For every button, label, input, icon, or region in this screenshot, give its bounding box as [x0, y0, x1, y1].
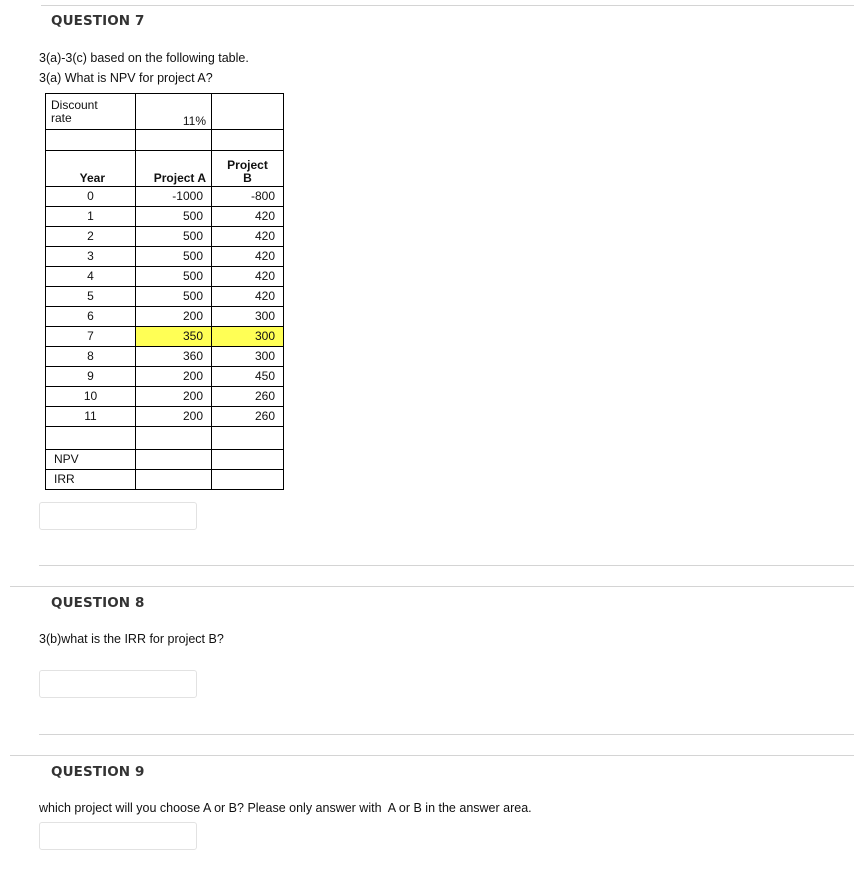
- npv-label: NPV: [46, 450, 136, 470]
- table-row: [46, 227, 284, 247]
- project-b-cell: 300: [212, 347, 284, 367]
- table-cell-empty: [136, 130, 212, 151]
- project-a-cell: 200: [136, 307, 212, 327]
- question-7-bottom-divider: [39, 565, 854, 566]
- project-b-cell: 420: [212, 267, 284, 287]
- table-row-npv: [46, 450, 284, 470]
- project-a-cell: 200: [136, 387, 212, 407]
- discount-rate-value: 11%: [136, 94, 212, 130]
- year-cell: 11: [46, 407, 136, 427]
- project-a-cell: 500: [136, 207, 212, 227]
- project-a-cell: 360: [136, 347, 212, 367]
- table-row: [46, 247, 284, 267]
- project-a-cell: 500: [136, 227, 212, 247]
- year-cell: 6: [46, 307, 136, 327]
- table-header-row: [46, 151, 284, 187]
- cash-flow-table: [45, 93, 284, 490]
- question-9-title: QUESTION 9: [51, 764, 145, 780]
- year-cell: 8: [46, 347, 136, 367]
- table-cell-empty: [46, 130, 136, 151]
- irr-label: IRR: [46, 470, 136, 490]
- project-a-cell: 200: [136, 407, 212, 427]
- project-a-cell: -1000: [136, 187, 212, 207]
- table-row: [46, 207, 284, 227]
- project-b-cell: 260: [212, 387, 284, 407]
- header-project-a: Project A: [136, 151, 212, 187]
- table-cell-empty: [136, 427, 212, 450]
- project-b-cell: -800: [212, 187, 284, 207]
- table-row-discount: [46, 94, 284, 130]
- table-cell-empty: [212, 470, 284, 490]
- project-b-cell: 450: [212, 367, 284, 387]
- table-cell-empty: [212, 94, 284, 130]
- table-row: [46, 287, 284, 307]
- project-b-cell: 420: [212, 287, 284, 307]
- table-row-blank: [46, 427, 284, 450]
- table-row: [46, 267, 284, 287]
- year-cell: 0: [46, 187, 136, 207]
- question-8-prompt: 3(b)what is the IRR for project B?: [39, 632, 224, 646]
- year-cell: 9: [46, 367, 136, 387]
- header-project-b: Project B: [212, 151, 284, 187]
- question-8-top-divider: [10, 586, 854, 587]
- top-divider: [41, 5, 854, 6]
- year-cell: 5: [46, 287, 136, 307]
- table-row: [46, 347, 284, 367]
- question-9-top-divider: [10, 755, 854, 756]
- project-a-cell: 500: [136, 287, 212, 307]
- project-b-cell: 300: [212, 307, 284, 327]
- table-cell-empty: [46, 427, 136, 450]
- project-a-cell: 200: [136, 367, 212, 387]
- year-cell: 2: [46, 227, 136, 247]
- table-row: [46, 407, 284, 427]
- question-7-intro: 3(a)-3(c) based on the following table.: [39, 51, 249, 65]
- project-a-cell: 500: [136, 267, 212, 287]
- project-a-cell-highlighted: 350: [136, 327, 212, 347]
- project-b-cell: 420: [212, 207, 284, 227]
- table-cell-empty: [212, 450, 284, 470]
- table-row-highlighted: [46, 327, 284, 347]
- year-cell: 4: [46, 267, 136, 287]
- table-cell-empty: [136, 450, 212, 470]
- question-7-answer-input[interactable]: [39, 502, 197, 530]
- year-cell: 3: [46, 247, 136, 267]
- table-cell-empty: [212, 130, 284, 151]
- question-7-prompt: 3(a) What is NPV for project A?: [39, 71, 213, 85]
- project-b-cell: 420: [212, 247, 284, 267]
- question-9-prompt: which project will you choose A or B? Please only answer with A or B in the answer area.: [39, 801, 532, 815]
- year-cell: 7: [46, 327, 136, 347]
- table-row-blank: [46, 130, 284, 151]
- table-row-irr: [46, 470, 284, 490]
- discount-rate-label: Discount rate: [46, 94, 136, 130]
- year-cell: 1: [46, 207, 136, 227]
- question-8-title: QUESTION 8: [51, 595, 145, 611]
- question-8-bottom-divider: [39, 734, 854, 735]
- year-cell: 10: [46, 387, 136, 407]
- table-row: [46, 367, 284, 387]
- project-b-cell: 420: [212, 227, 284, 247]
- table-row: [46, 307, 284, 327]
- question-8-answer-input[interactable]: [39, 670, 197, 698]
- table-cell-empty: [212, 427, 284, 450]
- table-cell-empty: [136, 470, 212, 490]
- project-b-cell: 260: [212, 407, 284, 427]
- question-9-answer-input[interactable]: [39, 822, 197, 850]
- project-a-cell: 500: [136, 247, 212, 267]
- question-7-title: QUESTION 7: [51, 13, 145, 29]
- header-year: Year: [46, 151, 136, 187]
- table-row: [46, 387, 284, 407]
- table-row: [46, 187, 284, 207]
- project-b-cell-highlighted: 300: [212, 327, 284, 347]
